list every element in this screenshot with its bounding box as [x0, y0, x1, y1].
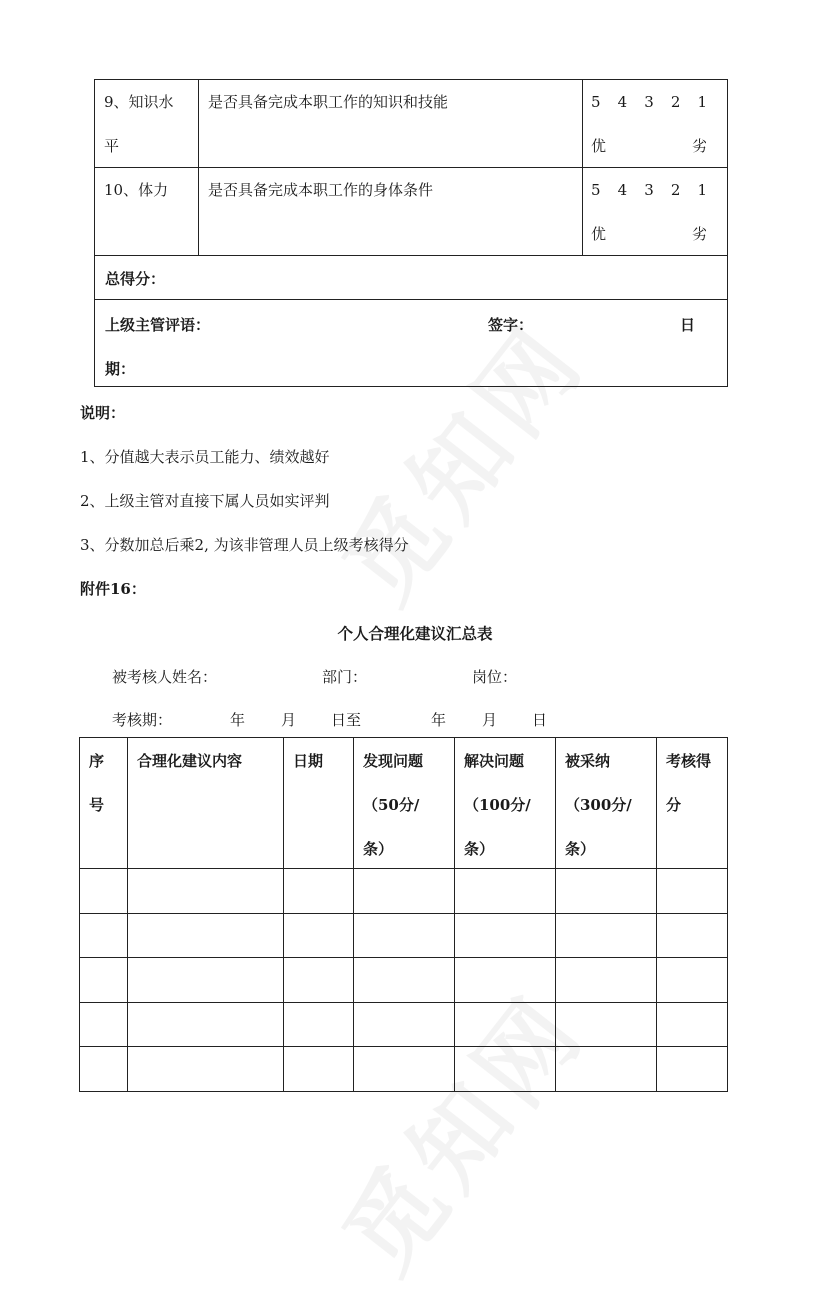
score-4: 4	[617, 181, 628, 199]
position-label: 岗位：	[472, 668, 518, 686]
notes-title: 说明：	[80, 404, 126, 422]
item-label: 10、体力	[104, 181, 169, 199]
score-scale	[591, 180, 707, 200]
table-cell[interactable]	[128, 958, 284, 1003]
signature-label: 签字：	[488, 316, 534, 334]
table-cell[interactable]	[284, 1047, 354, 1092]
table-row	[80, 913, 728, 958]
table-cell[interactable]	[556, 1002, 657, 1047]
col-header-no: 序 号	[80, 738, 128, 869]
score-2: 2	[670, 93, 681, 111]
item-label: 9、知识水	[104, 93, 174, 111]
table-cell[interactable]	[556, 869, 657, 914]
desc-cell	[199, 80, 583, 168]
scale-best: 优	[591, 137, 607, 155]
table-cell[interactable]	[556, 958, 657, 1003]
period-month-start: 月	[281, 711, 297, 729]
scale-best: 优	[591, 225, 607, 243]
table-header-row	[80, 738, 728, 869]
table-cell[interactable]	[354, 869, 455, 914]
table-cell[interactable]	[657, 869, 728, 914]
table-cell[interactable]	[354, 1047, 455, 1092]
item-cell	[95, 80, 199, 168]
suggestion-summary-table	[79, 737, 728, 1092]
table-cell[interactable]	[80, 1047, 128, 1092]
col-header-adopted: 被采纳 （300分/ 条）	[556, 738, 657, 869]
table-cell[interactable]	[657, 1047, 728, 1092]
table-cell[interactable]	[455, 1047, 556, 1092]
table-row	[80, 1047, 728, 1092]
table-cell[interactable]	[657, 958, 728, 1003]
score-1: 1	[697, 181, 707, 199]
table-cell[interactable]	[455, 958, 556, 1003]
table-cell[interactable]	[284, 958, 354, 1003]
score-3: 3	[644, 181, 654, 199]
item-description: 是否具备完成本职工作的身体条件	[208, 181, 434, 199]
note-item: 2、上级主管对直接下属人员如实评判	[80, 492, 330, 510]
table-cell[interactable]	[657, 913, 728, 958]
comment-label: 上级主管评语：	[105, 316, 211, 334]
table-cell[interactable]	[284, 869, 354, 914]
scale-cell	[583, 80, 728, 168]
score-5: 5	[591, 93, 601, 111]
score-scale	[591, 92, 707, 112]
eval-row-knowledge	[95, 80, 728, 168]
table-cell[interactable]	[128, 913, 284, 958]
score-1: 1	[697, 93, 707, 111]
table-cell[interactable]	[455, 913, 556, 958]
table-cell[interactable]	[455, 869, 556, 914]
period-day-end: 日	[532, 711, 548, 729]
table-cell[interactable]	[556, 913, 657, 958]
table-cell[interactable]	[354, 958, 455, 1003]
col-header-score: 考核得 分	[657, 738, 728, 869]
total-score-label: 总得分：	[105, 270, 166, 288]
examinee-name-label: 被考核人姓名：	[112, 668, 218, 686]
item-cell	[95, 168, 199, 256]
table-cell[interactable]	[354, 1002, 455, 1047]
table-cell[interactable]	[556, 1047, 657, 1092]
table-cell[interactable]	[80, 1002, 128, 1047]
table-row	[80, 869, 728, 914]
table-cell[interactable]	[657, 1002, 728, 1047]
col-header-solve-problem: 解决问题 （100分/ 条）	[455, 738, 556, 869]
table-cell[interactable]	[128, 869, 284, 914]
form-title: 个人合理化建议汇总表	[337, 624, 493, 643]
score-5: 5	[591, 181, 601, 199]
scale-cell	[583, 168, 728, 256]
note-item: 3、分数加总后乘2, 为该非管理人员上级考核得分	[80, 536, 409, 554]
table-cell[interactable]	[284, 1002, 354, 1047]
desc-cell	[199, 168, 583, 256]
supervisor-comment-row	[95, 300, 728, 387]
item-description: 是否具备完成本职工作的知识和技能	[208, 93, 449, 111]
table-cell[interactable]	[455, 1002, 556, 1047]
total-score-row	[95, 256, 728, 300]
table-row	[80, 1002, 728, 1047]
note-item: 1、分值越大表示员工能力、绩效越好	[80, 448, 330, 466]
table-cell[interactable]	[80, 869, 128, 914]
table-cell[interactable]	[80, 913, 128, 958]
item-label: 平	[104, 137, 120, 155]
score-3: 3	[644, 93, 654, 111]
table-cell[interactable]	[128, 1047, 284, 1092]
period-month-end: 月	[482, 711, 498, 729]
eval-row-physical	[95, 168, 728, 256]
score-2: 2	[670, 181, 681, 199]
table-cell[interactable]	[354, 913, 455, 958]
period-year-start: 年	[230, 711, 246, 729]
scale-worst: 劣	[691, 137, 707, 155]
period-day-to: 日至	[331, 711, 362, 729]
table-cell[interactable]	[128, 1002, 284, 1047]
date-label-part1: 日	[680, 316, 696, 334]
scale-worst: 劣	[691, 225, 707, 243]
col-header-find-problem: 发现问题 （50分/ 条）	[354, 738, 455, 869]
period-year-end: 年	[431, 711, 447, 729]
score-4: 4	[617, 93, 628, 111]
date-label-part2: 期：	[105, 360, 136, 378]
period-label: 考核期：	[112, 711, 173, 729]
table-cell[interactable]	[284, 913, 354, 958]
evaluation-table	[94, 79, 728, 387]
attachment-label: 附件16：	[80, 580, 146, 598]
col-header-content: 合理化建议内容	[128, 738, 284, 869]
table-row	[80, 958, 728, 1003]
department-label: 部门：	[322, 668, 368, 686]
table-cell[interactable]	[80, 958, 128, 1003]
col-header-date: 日期	[284, 738, 354, 869]
